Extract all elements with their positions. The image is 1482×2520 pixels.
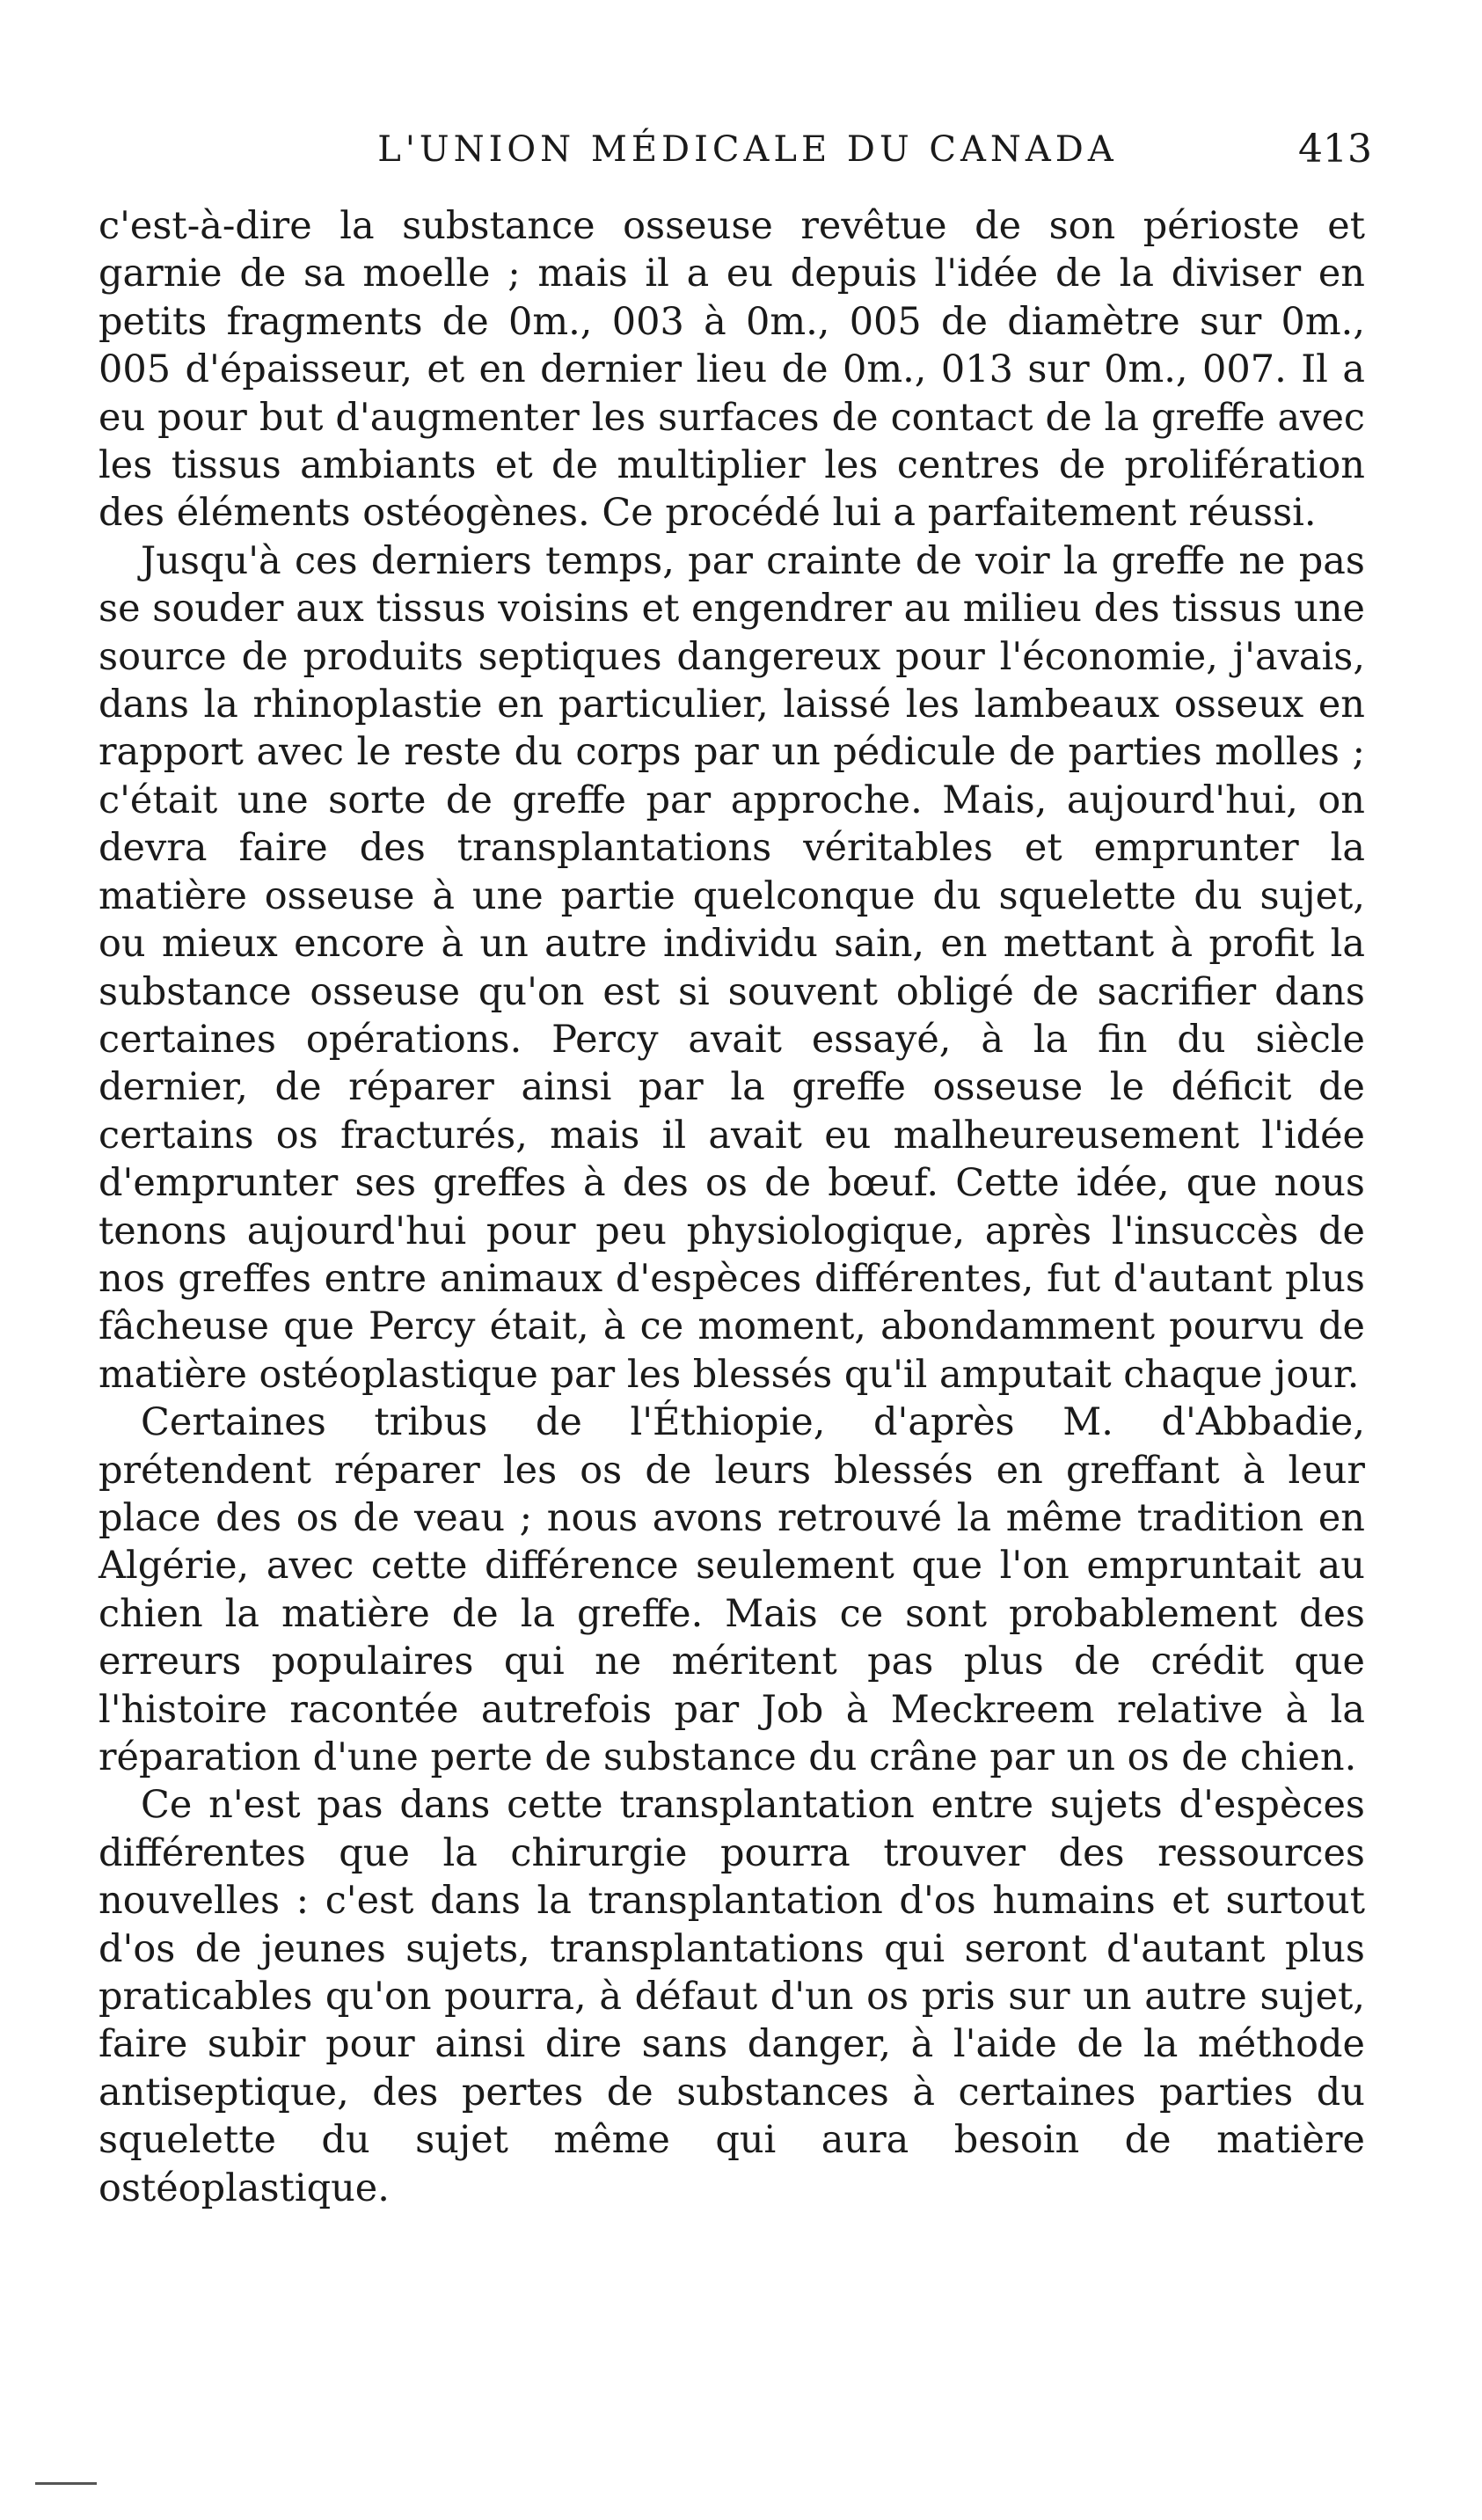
- paragraph-3: Certaines tribus de l'Éthiopie, d'après M. d'Abbadie, prétendent réparer les os de leurs blessés en greffant à leur place des os de veau ; nous avons retrouvé la même tradition en Algérie, avec cette différence seulement que l'on empruntait au chien la matière de la greffe. Mais ce sont probablement des erreurs populaires qui ne méritent pas plus de crédit que l'histoire racontée autrefois par Job à Meckreem relative à la réparation d'une perte de substance du crâne par un os de chien.: [99, 1400, 1365, 1779]
- running-title: L'UNION MÉDICALE DU CANADA: [377, 129, 1118, 170]
- paragraph-4: Ce n'est pas dans cette transplantation entre sujets d'espèces différentes que la chirurgie pourra trouver des ressources nouvelles : c'est dans la transplantation d'os humains et surtout d'os de jeunes sujets, transplantations qui seront d'autant plus praticables qu'on pourra, à défaut d'un os pris sur un autre sujet, faire subir pour ainsi dire sans danger, à l'aide de la méthode antiseptique, des pertes de substances à certaines parties du squelette du sujet même qui aura besoin de matière ostéoplastique.: [99, 1783, 1365, 2210]
- running-header: [106, 123, 1390, 176]
- page-number: 413: [1298, 127, 1372, 172]
- paragraph-1: c'est-à-dire la substance osseuse revêtue de son périoste et garnie de sa moelle ; mais il a eu depuis l'idée de la diviser en petits fragments de 0m., 003 à 0m., 005 de diamètre sur 0m., 005 d'épaisseur, et en dernier lieu de 0m., 013 sur 0m., 007. Il a eu pour but d'augmenter les surfaces de contact de la greffe avec les tissus ambiants et de multiplier les centres de prolifération des éléments ostéogènes. Ce procédé lui a parfaitement réussi.: [99, 204, 1365, 536]
- bottom-rule-divider: [35, 2482, 97, 2485]
- article-body: [99, 202, 1365, 2212]
- paragraph-2: Jusqu'à ces derniers temps, par crainte de voir la greffe ne pas se souder aux tissus voisins et engendrer au milieu des tissus une source de produits septiques dangereux pour l'économie, j'avais, dans la rhinoplastie en particulier, laissé les lambeaux osseux en rapport avec le reste du corps par un pédicule de parties molles ; c'était une sorte de greffe par approche. Mais, aujourd'hui, on devra faire des transplantations véritables et emprunter la matière osseuse à une partie quelconque du squelette du sujet, ou mieux encore à un autre individu sain, en mettant à profit la substance osseuse qu'on est si souvent obligé de sacrifier dans certaines opérations. Percy avait essayé, à la fin du siècle dernier, de réparer ainsi par la greffe osseuse le déficit de certains os fracturés, mais il avait eu malheureusement l'idée d'emprunter ses greffes à des os de bœuf. Cette idée, que nous tenons aujourd'hui pour peu physiologique, après l'insuccès de nos greffes entre animaux d'espèces différentes, fut d'autant plus fâcheuse que Percy était, à ce moment, abondamment pourvu de matière ostéoplastique par les blessés qu'il amputait chaque jour.: [99, 538, 1365, 1397]
